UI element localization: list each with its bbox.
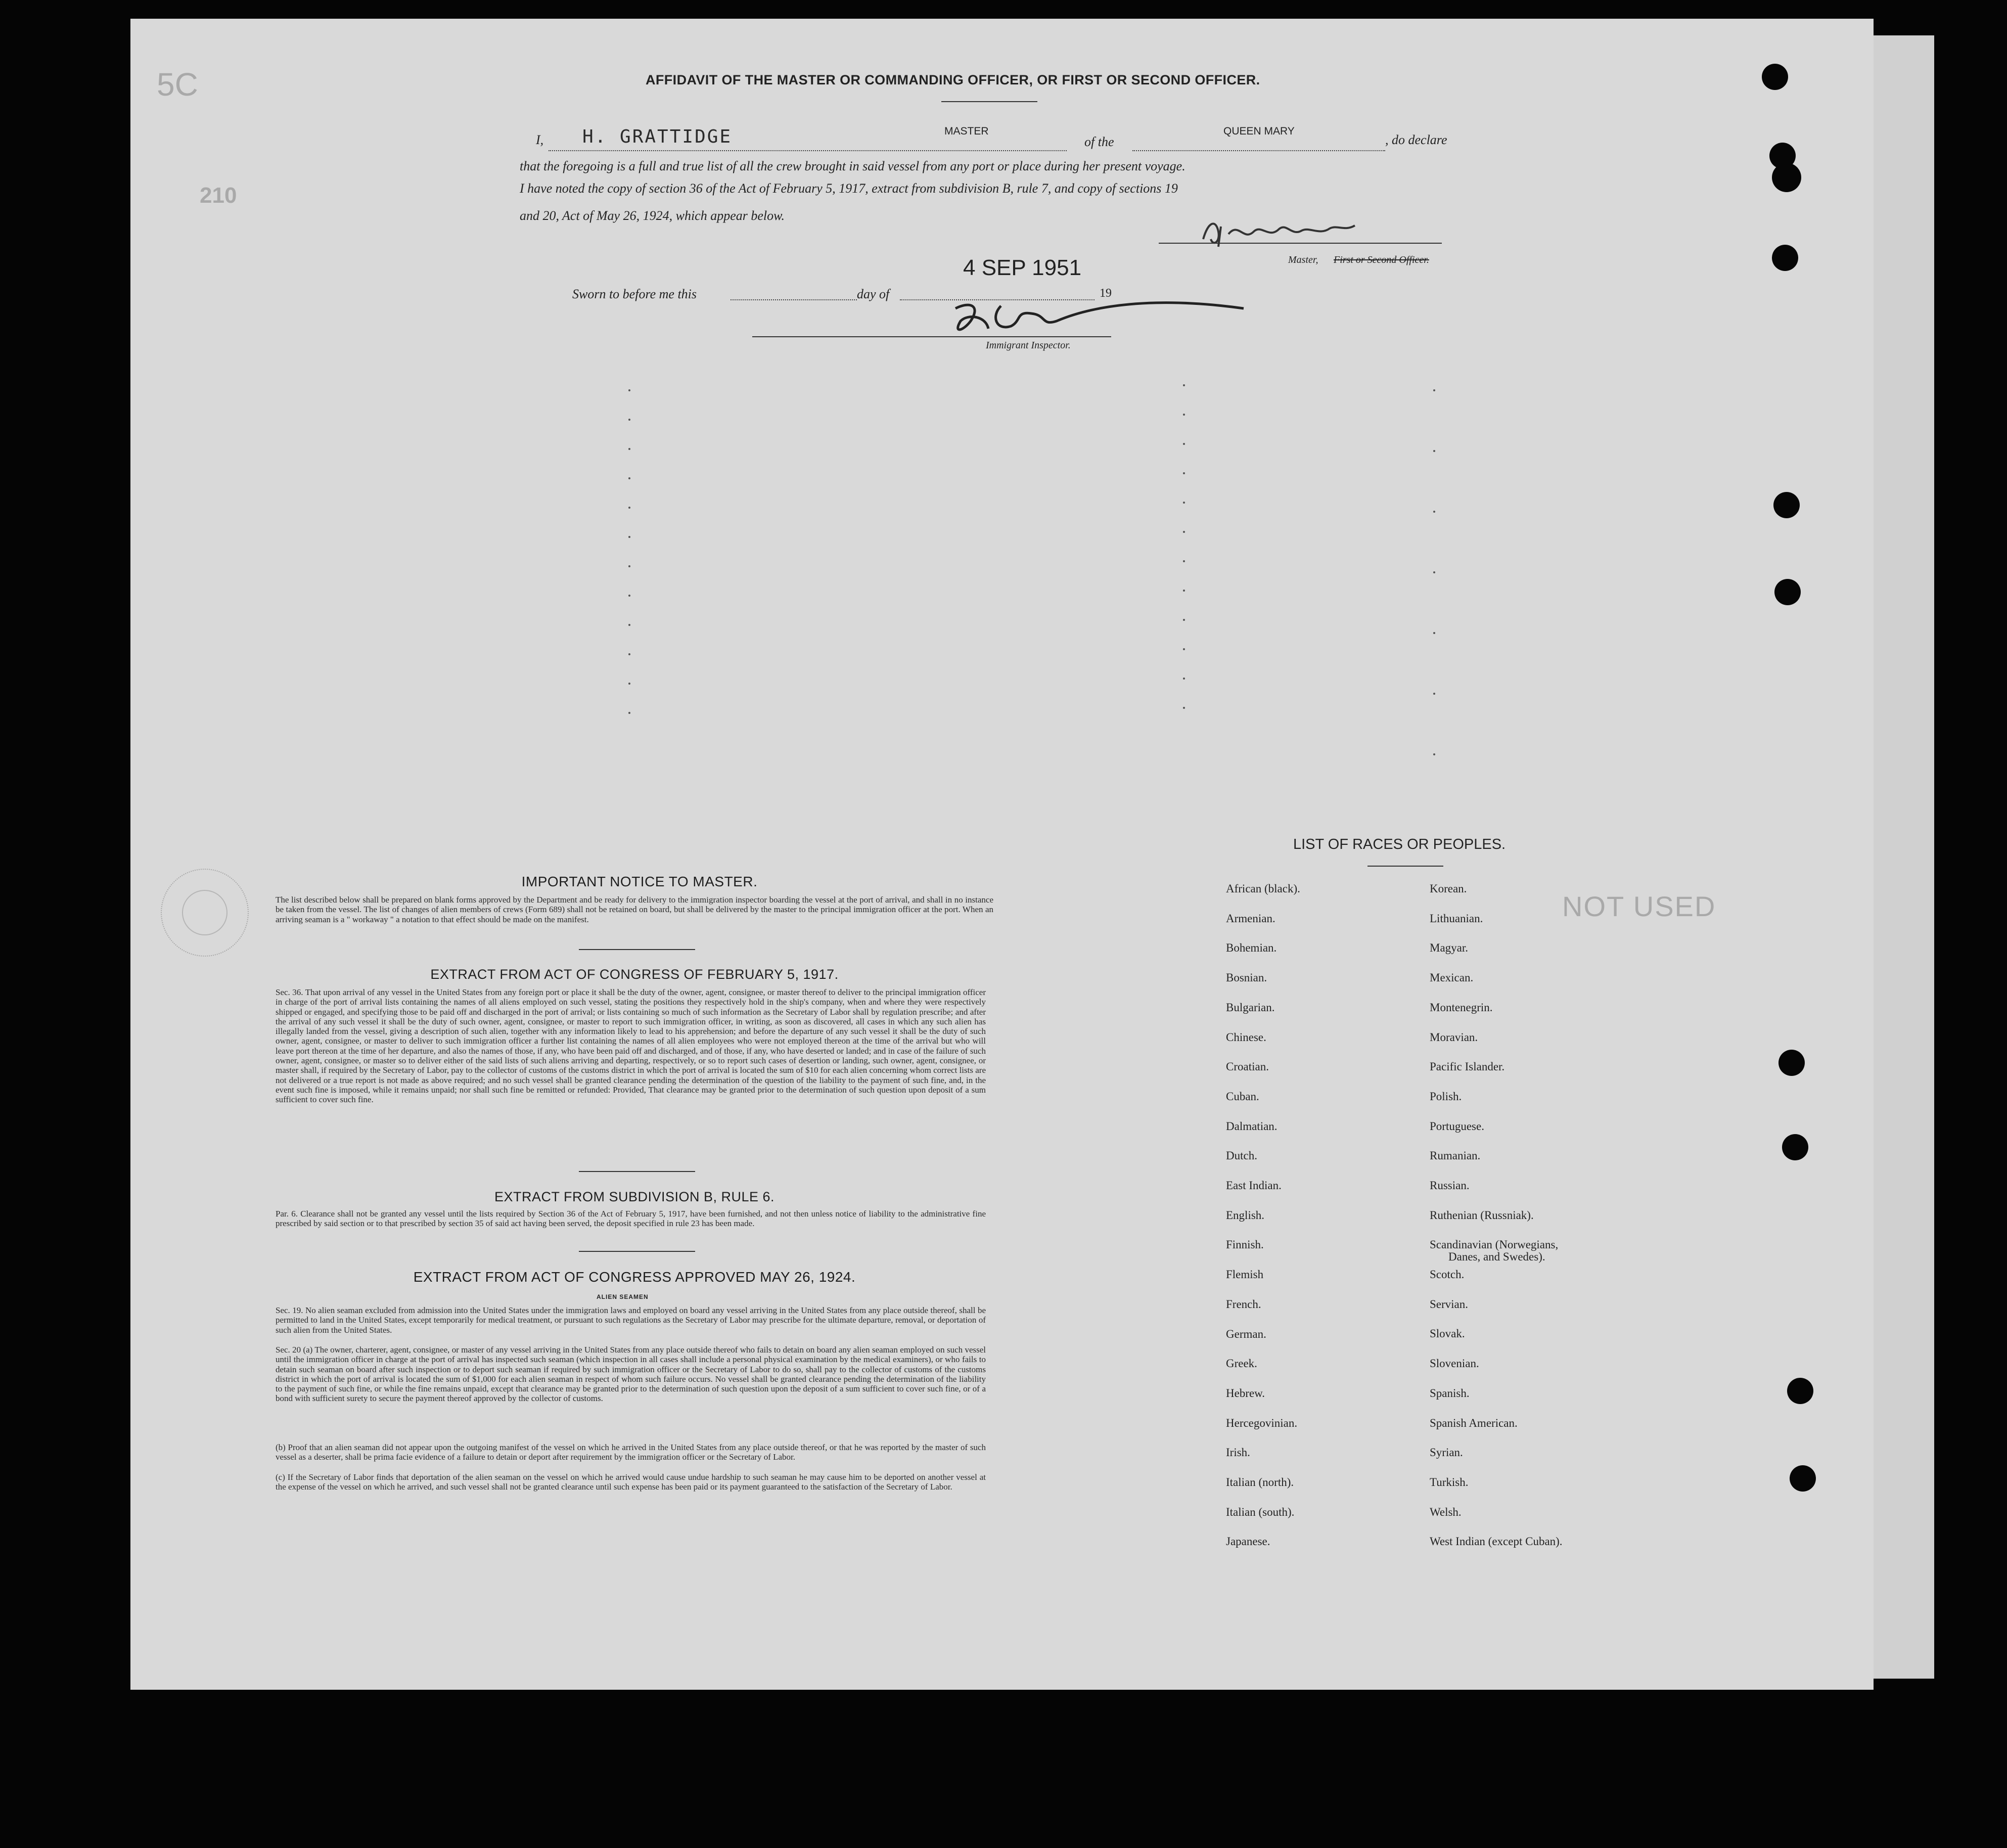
extract-1924-sec20a: Sec. 20 (a) The owner, charterer, agent, consignee, or master of any vessel arriving in the United States from any place outside thereof who fails to detain on board any alien seaman employed on such vessel until the immigration officer in charge at the port of arrival has inspected such seaman (which inspection in all cases shall include a personal physical examination by the medical examiners), or who fails to detain such seaman on board after such inspection or to deport such seaman if required by such immigration officer or the Secretary of Labor to do so, shall pay to the collector of customs of the customs district in which the port of arrival is located the sum of $1,000 for each alien seaman in respect of whom such failure occurs. No vessel shall be granted clearance pending the determination of the liability to the payment of such fine, or while the fine remains unpaid, except that clearance may be granted prior to the determination of such question upon the deposit of a sum sufficient to cover such fine, or of a bond with sufficient surety to secure the payment thereof approved by the collector of customs. (276, 1345, 986, 1404)
race-item: Syrian. (1430, 1446, 1463, 1459)
race-item: Bulgarian. (1226, 1001, 1275, 1014)
signature-line (1159, 243, 1442, 244)
extract-1917-title: EXTRACT FROM ACT OF CONGRESS OF FEBRUARY 5, 1917. (430, 967, 839, 982)
rule6-text: Par. 6. Clearance shall not be granted any vessel until the lists required by Section 36 of the Act of February 5, 1917, have been furnished, and not then unless notice of liability to the administrative fine prescribed by said section or to that prescribed by section 35 of said act having been served, the deposit specified in rule 23 has been made. (276, 1209, 986, 1229)
race-item: East Indian. (1226, 1179, 1282, 1192)
binder-hole (1772, 245, 1798, 271)
year-suffix: 19 (1100, 287, 1112, 300)
race-item: Slovenian. (1430, 1357, 1479, 1370)
race-item: Flemish (1226, 1268, 1264, 1281)
race-item: Dutch. (1226, 1149, 1257, 1162)
extract-1924-subtitle: ALIEN SEAMEN (597, 1293, 649, 1300)
race-item: Scandinavian (Norwegians, (1430, 1238, 1559, 1251)
extract-1924-title: EXTRACT FROM ACT OF CONGRESS APPROVED MAY 26, 1924. (413, 1269, 856, 1285)
declaration-line-2: I have noted the copy of section 36 of the Act of February 5, 1917, extract from subdivision B, rule 7, and copy of sections 19 (520, 181, 1178, 196)
race-item: Bosnian. (1226, 971, 1267, 984)
title-underline (941, 101, 1037, 102)
binder-hole (1782, 1134, 1808, 1160)
page-corner (1786, 19, 1844, 49)
race-item: Welsh. (1430, 1506, 1462, 1518)
race-item: Bohemian. (1226, 941, 1277, 954)
race-item: Chinese. (1226, 1031, 1266, 1044)
divider (579, 1251, 695, 1252)
rule6-title: EXTRACT FROM SUBDIVISION B, RULE 6. (494, 1189, 775, 1204)
binder-hole (1778, 1050, 1805, 1076)
extract-1924-sec19: Sec. 19. No alien seaman excluded from admission into the United States under the immigration laws and employed on board any vessel arriving in the United States from any place outside thereof, shall be permitted to land in the United States, except temporarily for medical treatment, or pursuant to such regulations as the Secretary of Labor may prescribe for the ultimate departure, removal, or deportation of such alien from the United States. (276, 1305, 986, 1335)
rank-stamp: MASTER (944, 125, 989, 137)
bleed-margin-mark: 5C (157, 66, 198, 103)
master-signature (1198, 211, 1365, 252)
race-item: Scotch. (1430, 1268, 1465, 1281)
declaration-line-3: and 20, Act of May 26, 1924, which appear below. (520, 208, 785, 223)
race-item: Italian (north). (1226, 1476, 1294, 1489)
race-item: French. (1226, 1298, 1261, 1311)
name-line (549, 150, 1067, 151)
divider (579, 949, 695, 950)
race-item: Cuban. (1226, 1090, 1259, 1103)
race-item: Lithuanian. (1430, 912, 1483, 925)
race-item: African (black). (1226, 882, 1300, 895)
race-item: Korean. (1430, 882, 1467, 895)
race-item: Irish. (1226, 1446, 1250, 1459)
sworn-text: Sworn to before me this (572, 287, 697, 301)
notice-text: The list described below shall be prepared on blank forms approved by the Department and be ready for delivery to the immigration inspector boarding the vessel at the port of arrival, and shall in no instance be taken from the vessel. The list of changes of alien members of crews (Form 689) shall not be retained on board, but shall be delivered by the master to the principal immigration officer at the port. When an arriving seaman is a " workaway " a notation to that effect should be made on the manifest. (276, 895, 993, 924)
race-item: German. (1226, 1328, 1266, 1340)
inspector-line (752, 336, 1111, 337)
race-item: Polish. (1430, 1090, 1462, 1103)
divider (579, 1171, 695, 1172)
races-underline (1367, 866, 1443, 867)
extract-1924-sec20c: (c) If the Secretary of Labor finds that deportation of the alien seaman on the vessel on which he arrived would cause undue hardship to such seaman he may cause him to be deported on another vessel at the expense of the vessel on which he arrived, and such vessel shall not be granted clearance until such expense has been paid or its payment guaranteed to the satisfaction of the Secretary of Labor. (276, 1472, 986, 1492)
races-title: LIST OF RACES OR PEOPLES. (1293, 836, 1506, 852)
race-item: Rumanian. (1430, 1149, 1481, 1162)
race-item: Hebrew. (1226, 1387, 1265, 1400)
race-item: Montenegrin. (1430, 1001, 1493, 1014)
inspector-label: Immigrant Inspector. (986, 340, 1071, 351)
race-item: Ruthenian (Russniak). (1430, 1209, 1534, 1222)
race-item: Moravian. (1430, 1031, 1478, 1044)
struck-officer-label: First or Second Officer. (1334, 254, 1429, 265)
race-item: Spanish American. (1430, 1417, 1518, 1429)
of-the-label: of the (1084, 134, 1114, 149)
declaration-prefix: I, (536, 132, 544, 147)
binder-hole (1762, 64, 1788, 90)
race-item: Magyar. (1430, 941, 1469, 954)
binder-hole (1774, 579, 1801, 605)
bleed-page-number: 210 (200, 183, 237, 208)
binder-hole (1787, 1378, 1813, 1404)
race-item: Portuguese. (1430, 1120, 1484, 1133)
officer-name: H. GRATTIDGE (582, 126, 733, 147)
race-item: Pacific Islander. (1430, 1060, 1505, 1073)
declaration-line-1: that the foregoing is a full and true list of all the crew brought in said vessel from any port or place during her present voyage. (520, 159, 1185, 173)
vessel-line (1132, 150, 1385, 151)
race-item: Greek. (1226, 1357, 1257, 1370)
vessel-stamp: QUEEN MARY (1223, 125, 1295, 137)
binder-hole (1772, 163, 1801, 192)
binder-hole (1773, 492, 1800, 518)
race-item: Dalmatian. (1226, 1120, 1278, 1133)
race-item: Croatian. (1226, 1060, 1269, 1073)
race-item: Hercegovinian. (1226, 1417, 1298, 1429)
sworn-day-line (731, 299, 857, 300)
race-item: Italian (south). (1226, 1506, 1295, 1518)
race-item: Spanish. (1430, 1387, 1470, 1400)
do-declare-label: , do declare (1385, 132, 1447, 147)
master-label: Master, (1288, 254, 1318, 265)
bleed-seal (161, 869, 249, 957)
race-item: Finnish. (1226, 1238, 1264, 1251)
race-item: Danes, and Swedes). (1448, 1250, 1545, 1263)
race-item: West Indian (except Cuban). (1430, 1535, 1563, 1548)
affidavit-title: AFFIDAVIT OF THE MASTER OR COMMANDING OFFICER, OR FIRST OR SECOND OFFICER. (646, 72, 1260, 87)
binder-hole (1790, 1465, 1816, 1492)
race-item: Slovak. (1430, 1327, 1465, 1340)
race-item: Armenian. (1226, 912, 1275, 925)
extract-1917-text: Sec. 36. That upon arrival of any vessel in the United States from any foreign port or place it shall be the duty of the owner, agent, consignee, or master thereof to deliver to the principal immigration officer in charge of the port of arrival lists containing the names of all aliens employed on such vessel, stating the positions they respectively hold in the ship's company, when and where they were respectively shipped or engaged, and specifying those to be paid off and discharged in the port of arrival; or lists containing so much of such information as the Secretary of Labor shall by regulation prescribe; and after the arrival of any such vessel it shall be the duty of such owner, agent, consignee, or master to report to such immigration officer, in writing, as soon as discovered, all cases in which any such alien has illegally landed from the vessel, giving a description of such alien, together with any information likely to lead to his apprehension; and before the departure of any such vessel it shall be the duty of such owner, agent, consignee, or master to deliver to such immigration officer a further list containing the names of all alien employees who were not employed thereon at the time of the arrival but who will leave port thereon at the time of her departure, and also the names of those, if any, who have been paid off and discharged, and of those, if any, who have deserted or landed; and in case of the failure of such owner, agent, consignee, or master so to deliver either of the said lists of such aliens arriving and departing, respectively, or so to report such cases of desertion or landing, such owner, agent, consignee, or master shall, if required by the Secretary of Labor, pay to the collector of customs of the customs district in which the port of arrival is located the sum of $10 for each alien concerning whom correct lists are not delivered or a true report is not made as above required; and no such vessel shall be granted clearance pending the determination of the question of the liability to the payment of such fine, and, in the event such fine is imposed, while it remains unpaid; nor shall such fine be remitted or refunded: Provided, That clearance may be granted prior to the determination of such question upon deposit of a sum sufficient to cover such fine. (276, 987, 986, 1105)
race-item: Servian. (1430, 1298, 1469, 1311)
bleed-stamp: NOT USED (1562, 890, 1716, 922)
race-item: Russian. (1430, 1179, 1470, 1192)
race-item: Japanese. (1226, 1535, 1270, 1548)
race-item: English. (1226, 1209, 1265, 1222)
race-item: Turkish. (1430, 1476, 1469, 1489)
race-item: Mexican. (1430, 971, 1474, 984)
notice-title: IMPORTANT NOTICE TO MASTER. (521, 874, 758, 889)
inspector-signature (940, 286, 1254, 346)
date-stamp: 4 SEP 1951 (963, 255, 1082, 280)
page-edge-strip (1874, 35, 1934, 1679)
extract-1924-sec20b: (b) Proof that an alien seaman did not appear upon the outgoing manifest of the vessel on which he arrived in the United States from any place outside thereof, or that he was reported by the master of such vessel as a deserter, shall be prima facie evidence of a failure to detain or deport after requirement by the immigration officer or the Secretary of Labor. (276, 1443, 986, 1462)
day-of-label: day of (857, 287, 890, 301)
